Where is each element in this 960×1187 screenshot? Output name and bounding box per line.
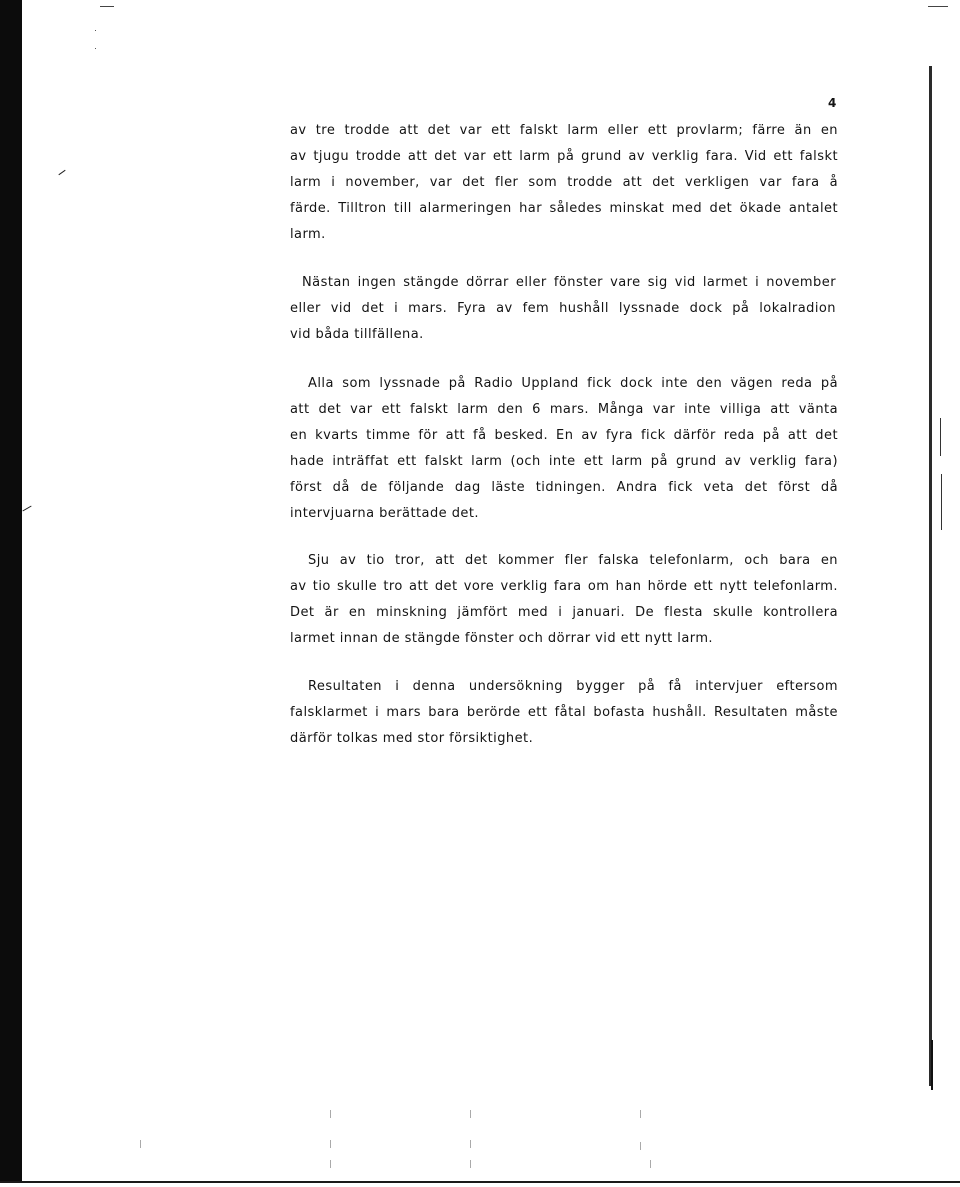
scan-edge-bottom: [0, 1181, 960, 1183]
scan-mark: [22, 506, 31, 512]
scan-edge-right: [929, 66, 932, 1086]
scan-mark: [470, 1160, 471, 1168]
text-line: intervjuarna berättade det.: [290, 506, 479, 521]
scan-mark: [640, 1142, 641, 1150]
scan-mark: [95, 30, 96, 31]
text-line: färde. Tilltron till alarmeringen har således minskat med det ökade antalet: [290, 201, 838, 216]
text-line: larm i november, var det fler som trodde att det verkligen var fara å: [290, 175, 838, 190]
text-line: larmet innan de stängde fönster och dörrar vid ett nytt larm.: [290, 631, 714, 646]
text-line: Det är en minskning jämfört med i januari. De flesta skulle kontrollera: [290, 605, 838, 620]
text-line: Resultaten i denna undersökning bygger på få intervjuer eftersom: [308, 679, 838, 694]
text-line: av tjugu trodde att det var ett larm på grund av verklig fara. Vid ett falskt: [290, 149, 838, 164]
text-line: att det var ett falskt larm den 6 mars. Många var inte villiga att vänta: [290, 402, 838, 417]
text-line: av tio skulle tro att det vore verklig fara om han hörde ett nytt telefonlarm.: [290, 579, 838, 594]
scan-mark: [940, 418, 941, 456]
text-line: eller vid det i mars. Fyra av fem hushåll lyssnade dock på lokalradion: [290, 301, 836, 316]
scan-mark: [640, 1110, 641, 1118]
scan-mark: [650, 1160, 651, 1168]
page-number: 4: [828, 96, 837, 110]
scan-edge-left: [0, 0, 22, 1183]
scan-mark: [470, 1110, 471, 1118]
text-line: larm.: [290, 227, 326, 242]
scan-mark: [140, 1140, 141, 1148]
text-line: därför tolkas med stor försiktighet.: [290, 731, 534, 746]
text-line: en kvarts timme för att få besked. En av fyra fick därför reda på att det: [290, 428, 838, 443]
scan-mark: [58, 170, 65, 175]
scan-mark: [330, 1140, 331, 1148]
text-line: Nästan ingen stängde dörrar eller fönster vare sig vid larmet i november: [302, 275, 836, 290]
text-line: av tre trodde att det var ett falskt larm eller ett provlarm; färre än en: [290, 123, 838, 138]
text-line: hade inträffat ett falskt larm (och inte ett larm på grund av verklig fara): [290, 454, 838, 469]
scan-mark: [100, 6, 114, 7]
scan-mark: [941, 474, 942, 530]
scan-mark: [330, 1160, 331, 1168]
text-line: Alla som lyssnade på Radio Uppland fick dock inte den vägen reda på: [308, 376, 838, 391]
scan-mark: [931, 1040, 933, 1090]
text-line: Sju av tio tror, att det kommer fler falska telefonlarm, och bara en: [308, 553, 838, 568]
scan-mark: [928, 6, 948, 7]
text-line: falsklarmet i mars bara berörde ett fåtal bofasta hushåll. Resultaten måste: [290, 705, 838, 720]
scan-mark: [330, 1110, 331, 1118]
scan-mark: [95, 48, 96, 49]
text-line: först då de följande dag läste tidningen. Andra fick veta det först då: [290, 480, 838, 495]
text-line: vid båda tillfällena.: [290, 327, 424, 342]
scan-mark: [470, 1140, 471, 1148]
